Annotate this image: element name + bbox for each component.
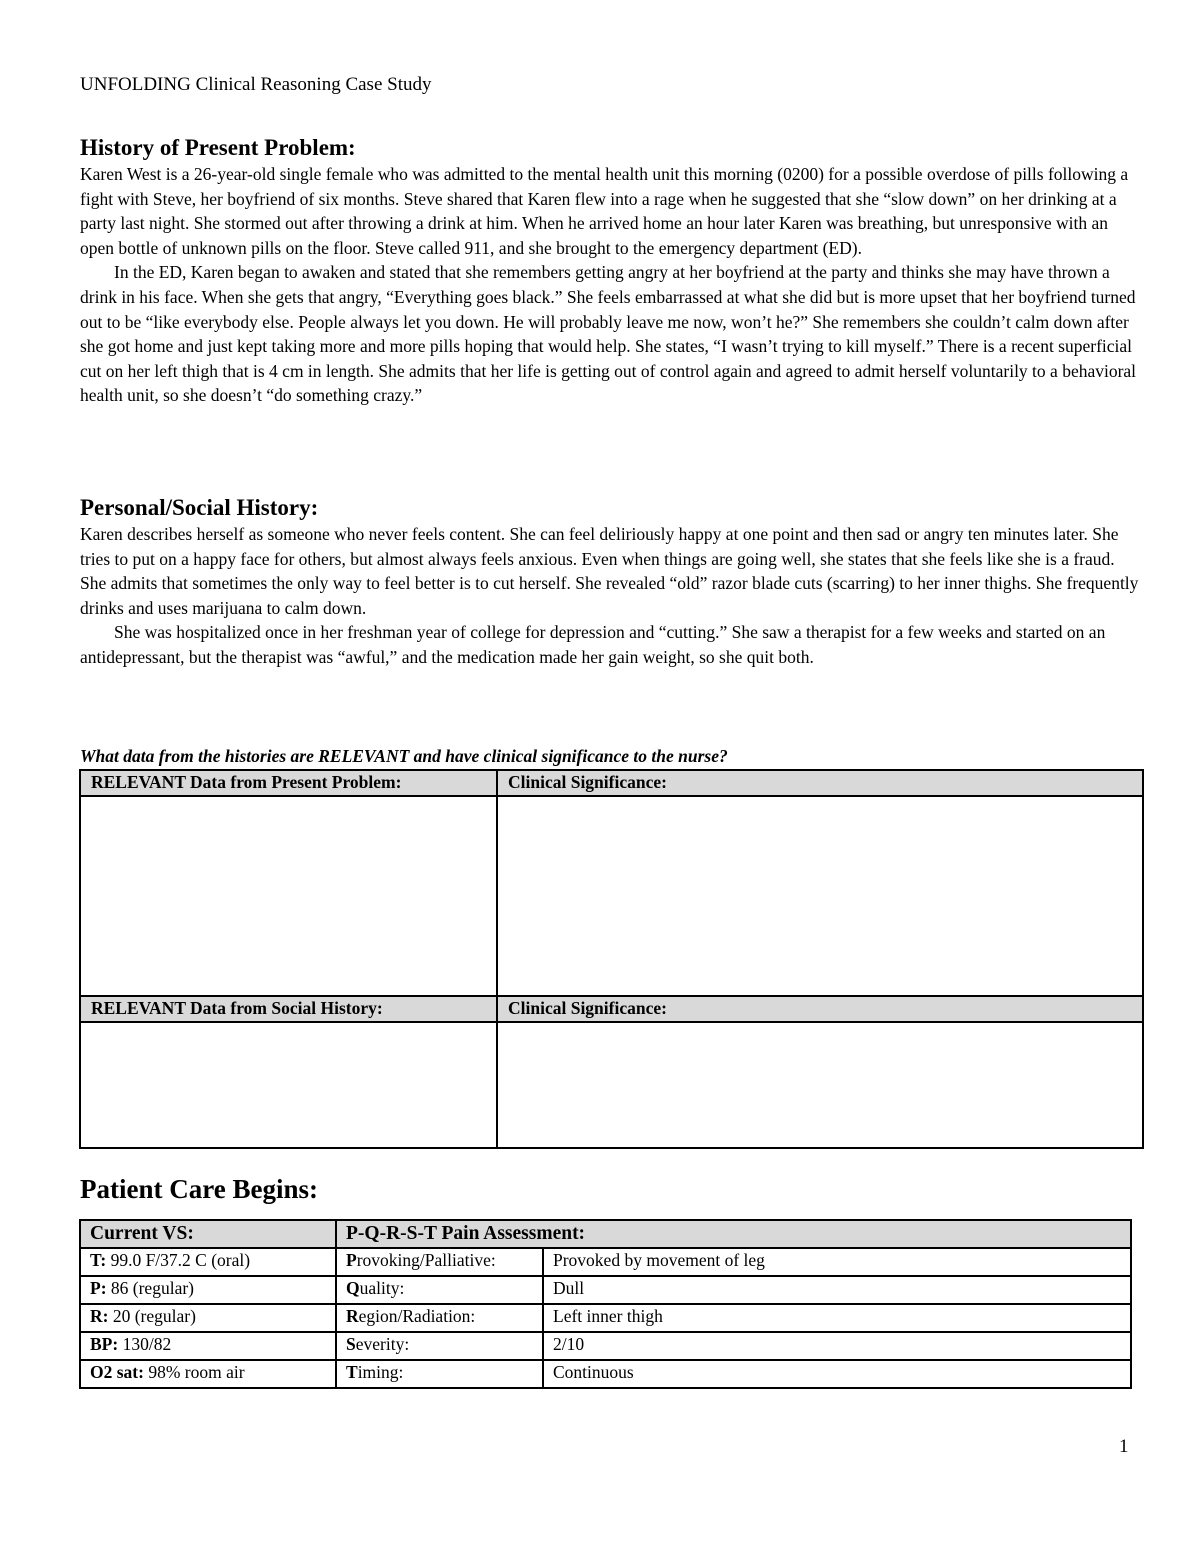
pqrst-letter: T bbox=[346, 1362, 358, 1382]
pqrst-letter: P bbox=[346, 1250, 357, 1270]
page-number: 1 bbox=[1119, 1436, 1129, 1457]
personal-social-history-title: Personal/Social History: bbox=[80, 495, 319, 520]
vs-value: 98% room air bbox=[143, 1362, 245, 1382]
present-problem-data-label: RELEVANT Data from Present Problem: bbox=[80, 770, 497, 796]
vs-cell bbox=[80, 1304, 336, 1332]
vs-value: 130/82 bbox=[118, 1334, 172, 1354]
vitals-row bbox=[80, 1360, 1131, 1388]
social-clinical-significance-answer[interactable] bbox=[497, 1022, 1143, 1148]
vs-label: T: bbox=[90, 1250, 107, 1270]
psh-paragraph-1: Karen describes herself as someone who never feels content. She can feel deliriously happy at one point and then sad or angry ten minutes later. She tries to put on a happy face for others, but almost always feels anxious. Even when things are going well, she states that she feels like she is a fraud. She admits that sometimes the only way to feel better is to cut herself. She revealed “old” razor blade cuts (scarring) to her inner thighs. She frequently drinks and uses marijuana to calm down. bbox=[80, 524, 1139, 618]
hpp-paragraph-1: Karen West is a 26-year-old single female who was admitted to the mental health unit this morning (0200) for a possible overdose of pills following a fight with Steve, her boyfriend of six months. Steve shared that Karen flew into a rage when he suggested that she “slow down” on her drinking at a party last night. She stormed out after throwing a drink at him. When he arrived home an hour later Karen was breathing, but unresponsive with an open bottle of unknown pills on the floor. Steve called 911, and she brought to the emergency department (ED). bbox=[80, 164, 1129, 258]
current-vs-header: Current VS: bbox=[80, 1220, 336, 1248]
vs-cell bbox=[80, 1332, 336, 1360]
relevance-answer-row-present bbox=[80, 796, 1143, 996]
pqrst-value: Provoked by movement of leg bbox=[543, 1248, 1131, 1276]
pqrst-label-rest: iming: bbox=[357, 1362, 404, 1382]
pqrst-label-cell bbox=[336, 1360, 543, 1388]
pqrst-label-rest: egion/Radiation: bbox=[358, 1306, 476, 1326]
relevance-question: What data from the histories are RELEVANT and have clinical significance to the nurse? bbox=[80, 746, 728, 766]
vitals-row bbox=[80, 1332, 1131, 1360]
vs-cell bbox=[80, 1248, 336, 1276]
present-clinical-significance-answer[interactable] bbox=[497, 796, 1143, 996]
psh-paragraph-2: She was hospitalized once in her freshman year of college for depression and “cutting.” She saw a therapist for a few weeks and started on an antidepressant, but the therapist was “awful,” and the medication made her gain weight, so she quit both. bbox=[80, 622, 1106, 667]
patient-care-title: Patient Care Begins: bbox=[80, 1174, 318, 1204]
social-history-data-label: RELEVANT Data from Social History: bbox=[80, 996, 497, 1022]
document-header: UNFOLDING Clinical Reasoning Case Study bbox=[80, 74, 432, 95]
pqrst-label-rest: everity: bbox=[355, 1334, 410, 1354]
vs-label: P: bbox=[90, 1278, 107, 1298]
vs-value: 86 (regular) bbox=[106, 1278, 194, 1298]
hpp-paragraph-2: In the ED, Karen began to awaken and stated that she remembers getting angry at her boyfriend at the party and thinks she may have thrown a drink in his face. When she gets that angry, “Everything goes black.” She feels embarrassed at what she did but is more upset that her boyfriend turned out to be “like everybody else. People always let you down. He will probably leave me now, won’t he?” She remembers she couldn’t calm down after she got home and just kept taking more and more pills hoping that would help. She states, “I wasn’t trying to kill myself.” There is a recent superficial cut on her left thigh that is 4 cm in length. She admits that her life is getting out of control again and agreed to admit herself voluntarily to a behavioral health unit, so she doesn’t “do something crazy.” bbox=[80, 262, 1137, 406]
pqrst-value: Dull bbox=[543, 1276, 1131, 1304]
vs-label: R: bbox=[90, 1306, 109, 1326]
pqrst-value: Left inner thigh bbox=[543, 1304, 1131, 1332]
pqrst-label-rest: rovoking/Palliative: bbox=[356, 1250, 496, 1270]
relevance-header-row-present bbox=[80, 770, 1143, 796]
pqrst-header: P-Q-R-S-T Pain Assessment: bbox=[336, 1220, 1131, 1248]
pqrst-label-rest: uality: bbox=[359, 1278, 405, 1298]
pqrst-letter: S bbox=[346, 1334, 356, 1354]
social-history-data-answer[interactable] bbox=[80, 1022, 497, 1148]
pqrst-value: 2/10 bbox=[543, 1332, 1131, 1360]
history-present-problem-section bbox=[80, 134, 1142, 408]
pqrst-label-cell bbox=[336, 1304, 543, 1332]
vs-label: O2 sat: bbox=[90, 1362, 144, 1382]
history-present-problem-title: History of Present Problem: bbox=[80, 135, 356, 160]
pqrst-letter: Q bbox=[346, 1278, 360, 1298]
vitals-row bbox=[80, 1276, 1131, 1304]
relevance-table bbox=[79, 769, 1144, 1149]
present-problem-data-answer[interactable] bbox=[80, 796, 497, 996]
vs-value: 99.0 F/37.2 C (oral) bbox=[106, 1250, 251, 1270]
vs-cell bbox=[80, 1276, 336, 1304]
pqrst-label-cell bbox=[336, 1248, 543, 1276]
social-clinical-significance-label: Clinical Significance: bbox=[497, 996, 1143, 1022]
vs-label: BP: bbox=[90, 1334, 119, 1354]
vs-cell bbox=[80, 1360, 336, 1388]
vitals-row bbox=[80, 1248, 1131, 1276]
pqrst-label-cell bbox=[336, 1332, 543, 1360]
personal-social-history-section bbox=[80, 494, 1142, 670]
relevance-answer-row-social bbox=[80, 1022, 1143, 1148]
present-clinical-significance-label: Clinical Significance: bbox=[497, 770, 1143, 796]
vs-value: 20 (regular) bbox=[108, 1306, 196, 1326]
vitals-pain-table bbox=[79, 1219, 1132, 1389]
vitals-header-row bbox=[80, 1220, 1131, 1248]
pqrst-value: Continuous bbox=[543, 1360, 1131, 1388]
relevance-header-row-social bbox=[80, 996, 1143, 1022]
vitals-row bbox=[80, 1304, 1131, 1332]
pqrst-letter: R bbox=[346, 1306, 359, 1326]
pqrst-label-cell bbox=[336, 1276, 543, 1304]
